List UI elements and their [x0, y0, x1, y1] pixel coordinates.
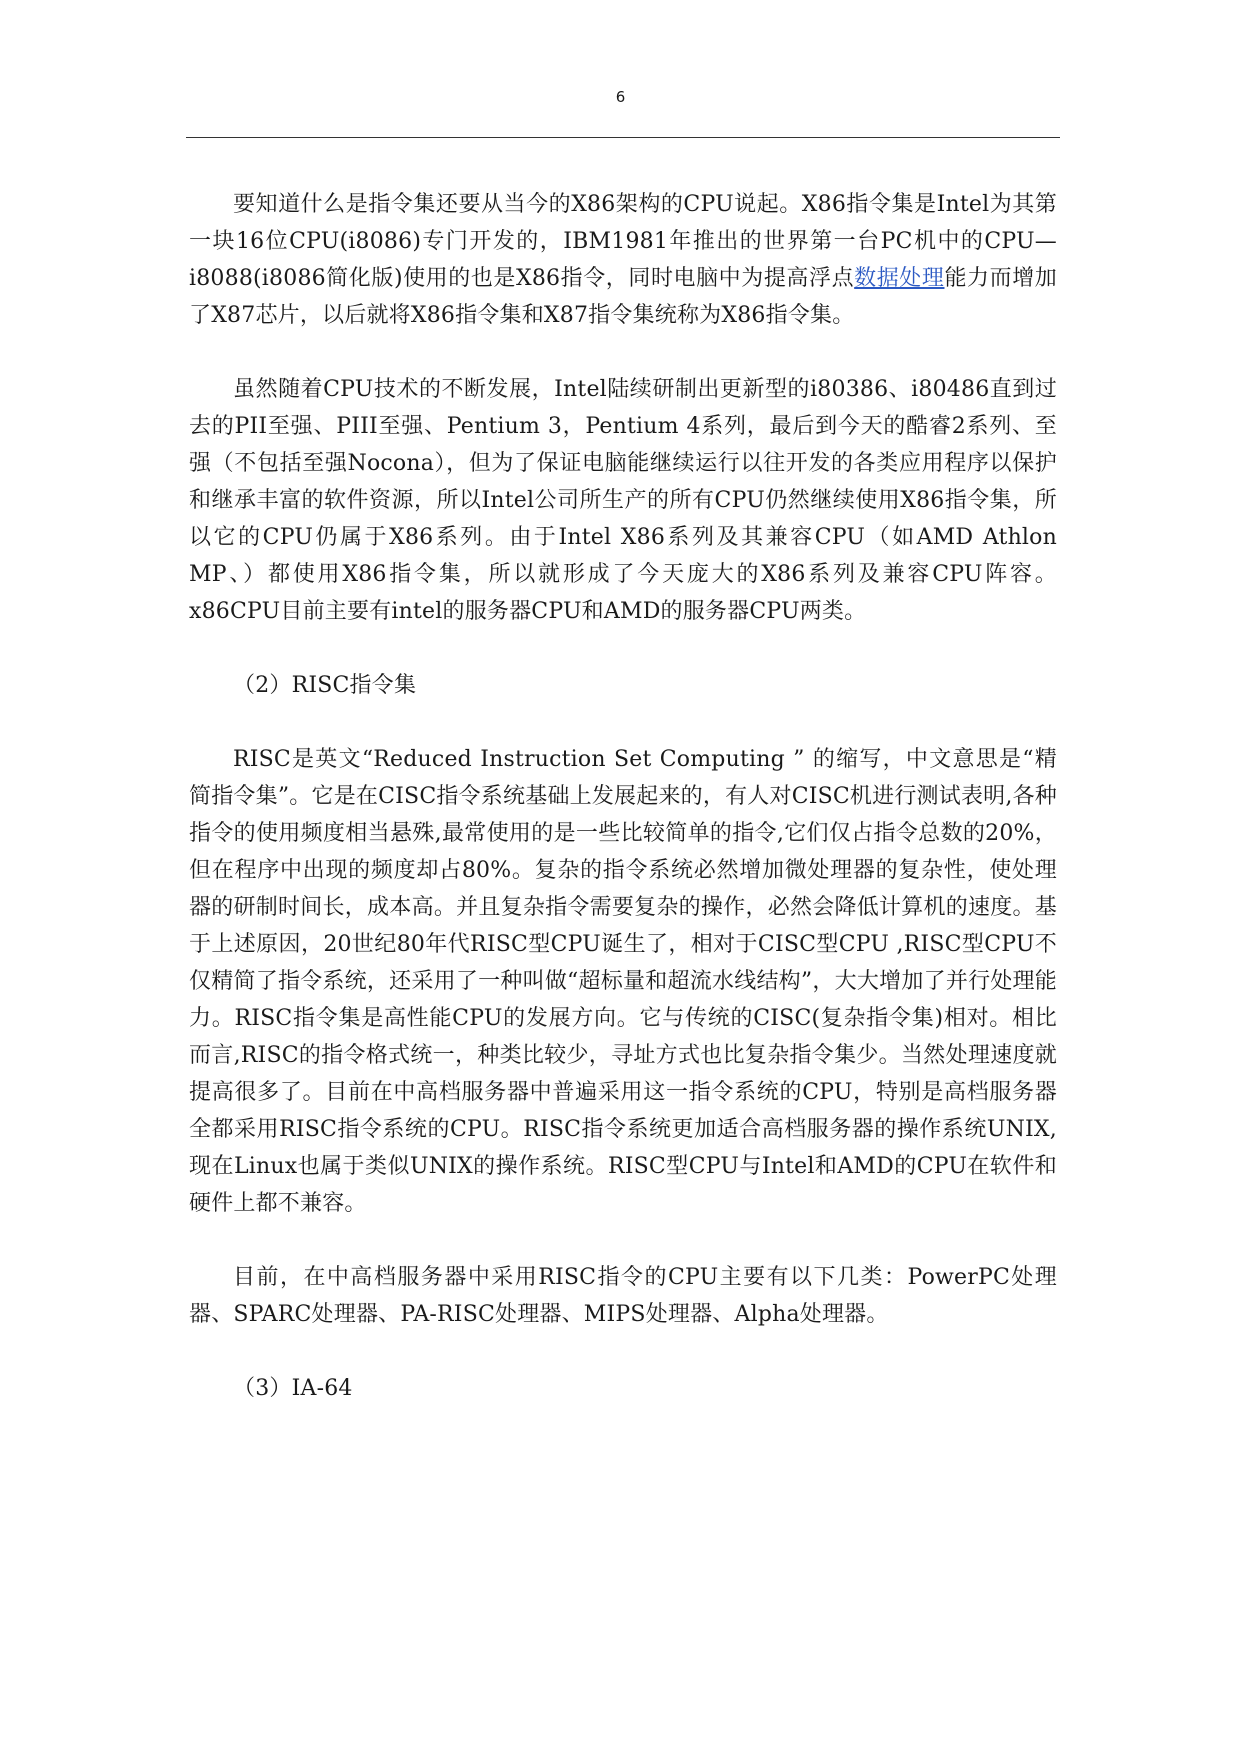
paragraph-text: 能力而增加了X87芯片，以后就将X86指令集和X87指令集统称为X86指令集。 [189, 266, 1057, 328]
document-body [189, 186, 1057, 1444]
page-number: 6 [615, 88, 626, 106]
paragraph-x86-history: 虽然随着CPU技术的不断发展，Intel陆续研制出更新型的i80386、i80486直到过去的PII至强、PIII至强、Pentium 3，Pentium 4系列，最后到今天的酷睿2系列、至强（不包括至强Nocona），但为了保证电脑能继续运行以往开发的各类应用程序以保护和继承丰富的软件资源，所以Intel公司所生产的所有CPU仍然继续使用X86指令集，所以它的CPU仍属于X86系列。由于Intel X86系列及其兼容CPU（如AMD Athlon MP、）都使用X86指令集，所以就形成了今天庞大的X86系列及兼容CPU阵容。x86CPU目前主要有intel的服务器CPU和AMD的服务器CPU两类。 [189, 377, 1057, 624]
paragraph-x86-intro [189, 186, 1057, 334]
data-processing-link[interactable]: 数据处理 [854, 266, 945, 291]
header-rule [186, 137, 1060, 138]
paragraph-text: 要知道什么是指令集还要从当今的X86架构的CPU说起。X86指令集是Intel为其第一块16位CPU(i8086)专门开发的，IBM1981年推出的世界第一台PC机中的CPU—i8088(i8086简化版)使用的也是X86指令，同时电脑中为提高浮点 [189, 192, 1057, 291]
paragraph-risc-cpus: 目前，在中高档服务器中采用RISC指令的CPU主要有以下几类：PowerPC处理器、SPARC处理器、PA-RISC处理器、MIPS处理器、Alpha处理器。 [189, 1265, 1057, 1327]
section-heading-risc: （2）RISC指令集 [233, 673, 417, 698]
section-heading-ia64: （3）IA-64 [233, 1376, 353, 1401]
paragraph-risc-description: RISC是英文“Reduced Instruction Set Computing ” 的缩写，中文意思是“精简指令集”。它是在CISC指令系统基础上发展起来的，有人对CISC机进行测试表明,各种指令的使用频度相当悬殊,最常使用的是一些比较简单的指令,它们仅占指令总数的20%，但在程序中出现的频度却占80%。复杂的指令系统必然增加微处理器的复杂性，使处理器的研制时间长，成本高。并且复杂指令需要复杂的操作，必然会降低计算机的速度。基于上述原因，20世纪80年代RISC型CPU诞生了，相对于CISC型CPU ,RISC型CPU不仅精简了指令系统，还采用了一种叫做“超标量和超流水线结构”，大大增加了并行处理能力。RISC指令集是高性能CPU的发展方向。它与传统的CISC(复杂指令集)相对。相比而言,RISC的指令格式统一，种类比较少，寻址方式也比复杂指令集少。当然处理速度就提高很多了。目前在中高档服务器中普遍采用这一指令系统的CPU，特别是高档服务器全都采用RISC指令系统的CPU。RISC指令系统更加适合高档服务器的操作系统UNIX,现在Linux也属于类似UNIX的操作系统。RISC型CPU与Intel和AMD的CPU在软件和硬件上都不兼容。 [189, 747, 1057, 1216]
